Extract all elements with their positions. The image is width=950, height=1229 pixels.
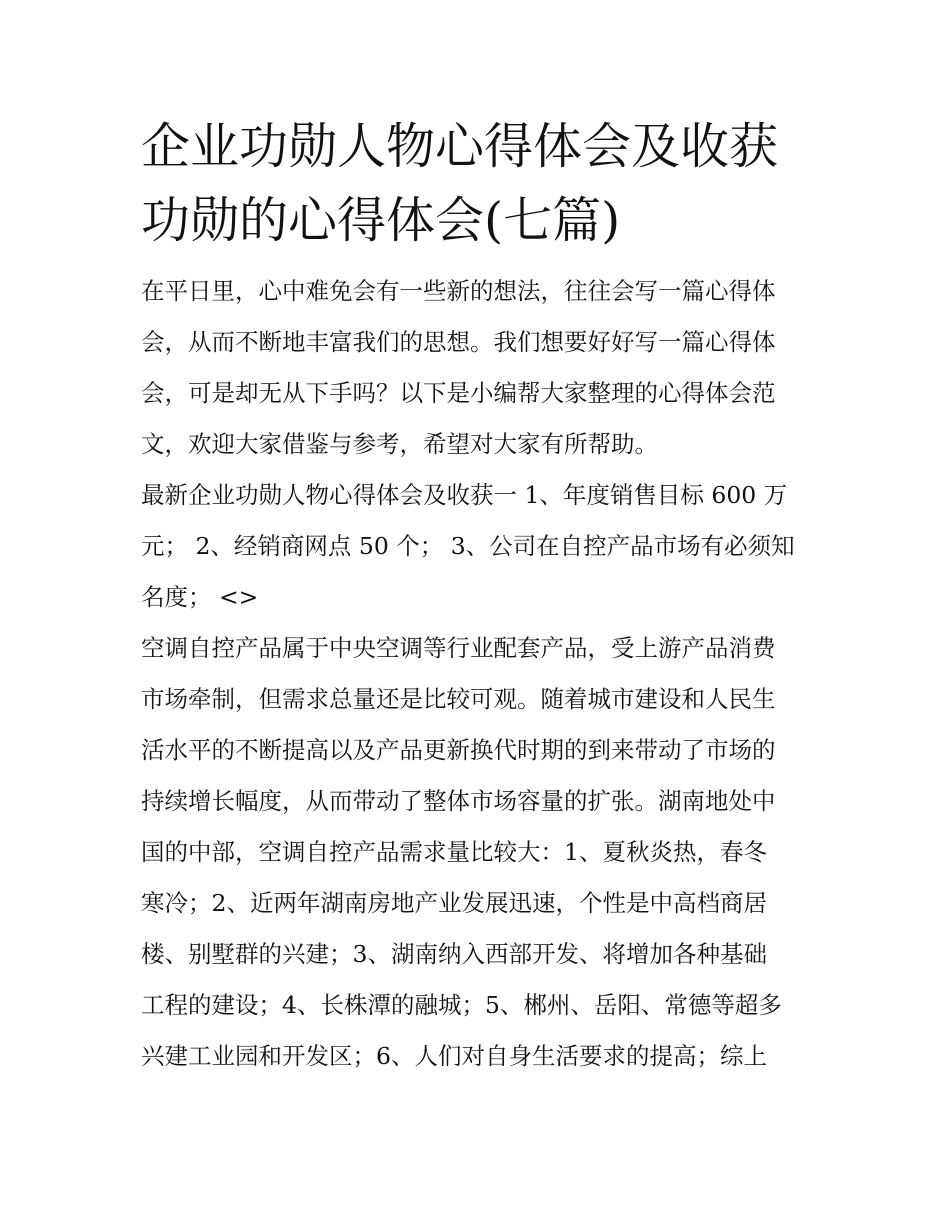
goals-paragraph <box>141 470 813 623</box>
text-line: 持续增长幅度，从而带动了整体市场容量的扩张。湖南地处中 <box>141 787 776 815</box>
text-line: 会，从而不断地丰富我们的思想。我们想要好好写一篇心得体 <box>141 328 776 356</box>
text-line: 市场牵制，但需求总量还是比较可观。随着城市建设和人民生 <box>141 685 776 713</box>
title-line: 功勋的心得体会(七篇) <box>141 192 621 249</box>
document-content <box>141 110 813 1082</box>
text-line: 名度； <> <box>141 583 259 611</box>
title-line: 企业功勋人物心得体会及收获 <box>141 118 779 175</box>
text-line: 工程的建设；4、长株潭的融城；5、郴州、岳阳、常德等超多 <box>141 991 782 1019</box>
intro-paragraph <box>141 266 813 470</box>
text-line: 兴建工业园和开发区；6、人们对自身生活要求的提高；综上 <box>141 1042 767 1070</box>
document-title <box>141 110 813 258</box>
text-line: 活水平的不断提高以及产品更新换代时期的到来带动了市场的 <box>141 736 776 764</box>
market-paragraph <box>141 623 813 1082</box>
text-line: 楼、别墅群的兴建；3、湖南纳入西部开发、将增加各种基础 <box>141 940 767 968</box>
text-line: 文，欢迎大家借鉴与参考，希望对大家有所帮助。 <box>141 430 658 458</box>
text-line: 国的中部，空调自控产品需求量比较大：1、夏秋炎热，春冬 <box>141 838 767 866</box>
text-line: 元； 2、经销商网点 50 个； 3、公司在自控产品市场有必须知 <box>141 532 795 560</box>
text-line: 空调自控产品属于中央空调等行业配套产品，受上游产品消费 <box>141 634 776 662</box>
text-line: 寒冷；2、近两年湖南房地产业发展迅速，个性是中高档商居 <box>141 889 767 917</box>
text-line: 在平日里，心中难免会有一些新的想法，往往会写一篇心得体 <box>141 277 776 305</box>
text-line: 会，可是却无从下手吗？以下是小编帮大家整理的心得体会范 <box>141 379 776 407</box>
text-line: 最新企业功勋人物心得体会及收获一 1、年度销售目标 600 万 <box>141 481 788 509</box>
